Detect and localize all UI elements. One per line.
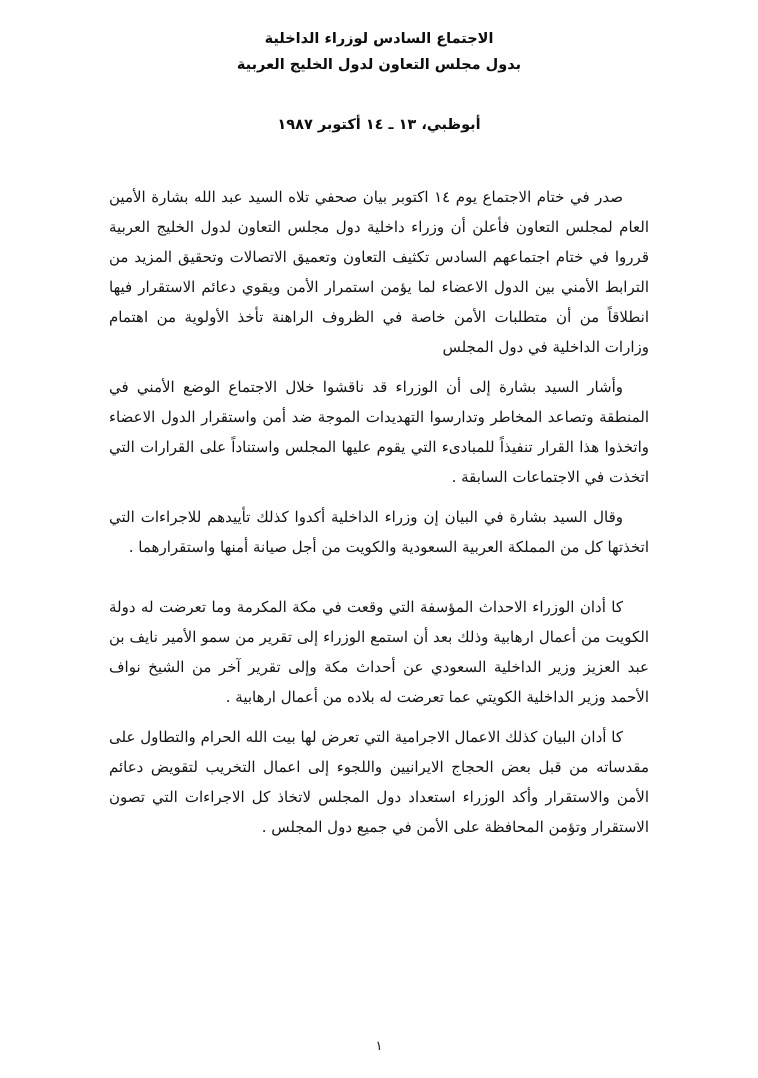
page-number: ١ xyxy=(375,1039,383,1054)
paragraph-5: كا أدان البيان كذلك الاعمال الاجرامية التي تعرض لها بيت الله الحرام والتطاول على مقدساته من قبل بعض الحجاج الايرانيين واللجوء إلى اعمال التخريب لتقويض دعائم الأمن والاستقرار وأكد الوزراء استعداد دول المجلس لاتخاذ كل الاجراءات التي تصون الاستقرار وتؤمن المحافظة على الأمن في جميع دول المجلس . xyxy=(109,728,649,836)
document-body xyxy=(109,182,649,842)
paragraph-2: وأشار السيد بشارة إلى أن الوزراء قد ناقشوا خلال الاجتماع الوضع الأمني في المنطقة وتصاعد المخاطر وتدارسوا التهديدات الموجة ضد أمن واستقرار الدول الاعضاء واتخذوا هذا القرار تنفيذاً للمبادىء التي يقوم عليها المجلس واستناداً على القرارات التي اتخذت في الاجتماعات السابقة . xyxy=(109,378,649,486)
paragraph-1: صدر في ختام الاجتماع يوم ١٤ اكتوبر بيان صحفي تلاه السيد عبد الله بشارة الأمين العام لمجلس التعاون فأعلن أن وزراء داخلية دول مجلس التعاون لدول الخليج العربية قرروا في ختام اجتماعهم السادس تكثيف التعاون وتعميق الاتصالات وتحقيق المزيد من الترابط الأمني بين الدول الاعضاء لما يؤمن استمرار الأمن ويقوي دعائم الاستقرار فيها انطلاقاً من أن متطلبات الأمن خاصة في الظروف الراهنة تأخذ الأولوية من اهتمام وزارات الداخلية في دول المجلس xyxy=(109,188,649,356)
paragraph-4: كا أدان الوزراء الاحداث المؤسفة التي وقعت في مكة المكرمة وما تعرضت له دولة الكويت من أعمال ارهابية وذلك بعد أن استمع الوزراء إلى تقرير من سمو الأمير نايف بن عبد العزيز وزير الداخلية السعودي عن أحداث مكة وإلى تقرير آخر من الشيخ نواف الأحمد وزير الداخلية الكويتي عما تعرضت له بلاده من أعمال ارهابية . xyxy=(109,598,649,706)
meeting-place-date: أبوظبي، ١٣ ـ ١٤ أكتوبر ١٩٨٧ xyxy=(277,117,481,133)
document-title-line-2: بدول مجلس التعاون لدول الخليج العربية xyxy=(236,57,522,73)
document-header xyxy=(0,26,758,138)
document-title-line-1: الاجتماع السادس لوزراء الداخلية xyxy=(264,31,494,47)
paragraph-3: وقال السيد بشارة في البيان إن وزراء الداخلية أكدوا كذلك تأييدهم للاجراءات التي اتخذتها كل من المملكة العربية السعودية والكويت من أجل صيانة أمنها واستقرارهما . xyxy=(109,508,649,556)
